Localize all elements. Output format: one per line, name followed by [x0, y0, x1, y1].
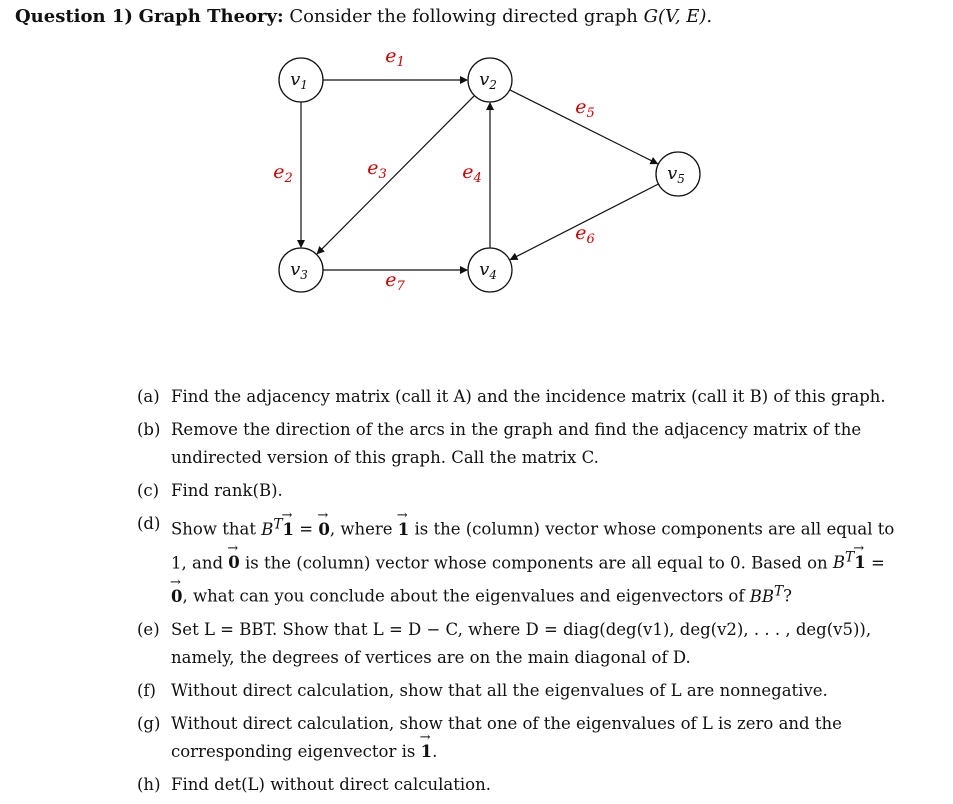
vector-zero: → 0: [318, 516, 329, 544]
part-b: [137, 416, 897, 472]
math-b-transpose: $B^T$: [832, 549, 855, 572]
edge-label-e1: $e_1$: [385, 45, 405, 70]
vector-one: → 1: [421, 738, 432, 766]
edge-label-e6: $e_6$: [575, 222, 595, 247]
part-d-text: , where: [329, 519, 393, 539]
edge-label-e4: $e_4$: [462, 161, 482, 186]
part-b-text: Remove the direction of the arcs in the graph and find the adjacency matrix of the undirected version of this graph. Call the matrix C.: [171, 420, 862, 467]
part-c: [137, 477, 897, 505]
edge-label-e7: $e_7$: [385, 269, 405, 294]
vector-zero: → 0: [171, 583, 182, 611]
part-f: [137, 677, 897, 705]
part-c-text: Find rank(B).: [171, 481, 283, 500]
part-d-text: ?: [783, 586, 793, 606]
part-e-text: Set L = BBT. Show that L = D − C, where D = diag(deg(v1), deg(v2), . . . , deg(v5)), namely, the degrees of vertices are on the main diagonal of D.: [171, 619, 872, 667]
part-d-text: Show that: [171, 519, 256, 539]
part-h-text: Find det(L) without direct calculation.: [171, 774, 491, 794]
part-d-text: is the (column) vector whose components are all equal to 0. Based on: [245, 553, 828, 572]
vertex-label-v3: $v_3$: [290, 259, 308, 282]
part-d-text: what can you conclude about the eigenvalues and eigenvectors of: [192, 586, 745, 606]
vector-one: → 1: [283, 516, 294, 544]
part-label: (d): [137, 514, 161, 533]
graph-symbol: G(V, E).: [643, 6, 713, 27]
part-label: (e): [137, 619, 160, 639]
vertex-label-v5: $v_5$: [667, 163, 685, 186]
part-a-text: Find the adjacency matrix (call it A) and the incidence matrix (call it B) of this graph.: [171, 387, 886, 406]
part-label: (a): [137, 387, 160, 406]
part-g: [137, 710, 897, 766]
vector-one: → 1: [854, 549, 865, 577]
part-g-text: .: [432, 741, 438, 761]
directed-graph: [0, 0, 953, 340]
part-f-text: Without direct calculation, show that all the eigenvalues of L are nonnegative.: [171, 680, 828, 700]
vector-zero: → 0: [228, 549, 239, 577]
edge-label-e2: $e_2$: [273, 161, 293, 186]
part-label: (h): [137, 774, 161, 794]
part-d: [137, 510, 897, 611]
question-parts: [137, 383, 897, 804]
edge-e3: [317, 96, 474, 254]
part-d-text: is the (column) vector whose components are all equal to 1, and: [171, 519, 895, 572]
part-a: [137, 383, 897, 411]
vertex-label-v2: $v_2$: [479, 69, 497, 92]
part-label: (c): [137, 481, 160, 500]
vertex-label-v4: $v_4$: [479, 259, 497, 282]
question-intro: Consider the following directed graph: [289, 6, 638, 27]
question-label: Question 1): [15, 6, 133, 27]
part-label: (g): [137, 713, 161, 733]
math-b-transpose: $B^T$: [261, 516, 283, 539]
edge-label-e3: $e_3$: [367, 157, 387, 182]
vector-one: → 1: [398, 516, 409, 544]
part-e: [137, 616, 897, 672]
part-h: [137, 771, 897, 799]
vertex-label-v1: $v_1$: [290, 69, 308, 92]
part-label: (f): [137, 680, 156, 700]
math-bbt: $BB^T$: [749, 583, 784, 606]
part-d-text: ,: [182, 586, 188, 606]
edge-label-e5: $e_5$: [575, 96, 595, 121]
part-d-text: =: [299, 519, 319, 539]
question-topic: Graph Theory:: [138, 6, 284, 27]
part-label: (b): [137, 420, 161, 439]
part-g-text: Without direct calculation, show that one of the eigenvalues of L is zero and the corresponding eigenvector is: [171, 713, 842, 761]
part-d-text: =: [870, 553, 885, 572]
